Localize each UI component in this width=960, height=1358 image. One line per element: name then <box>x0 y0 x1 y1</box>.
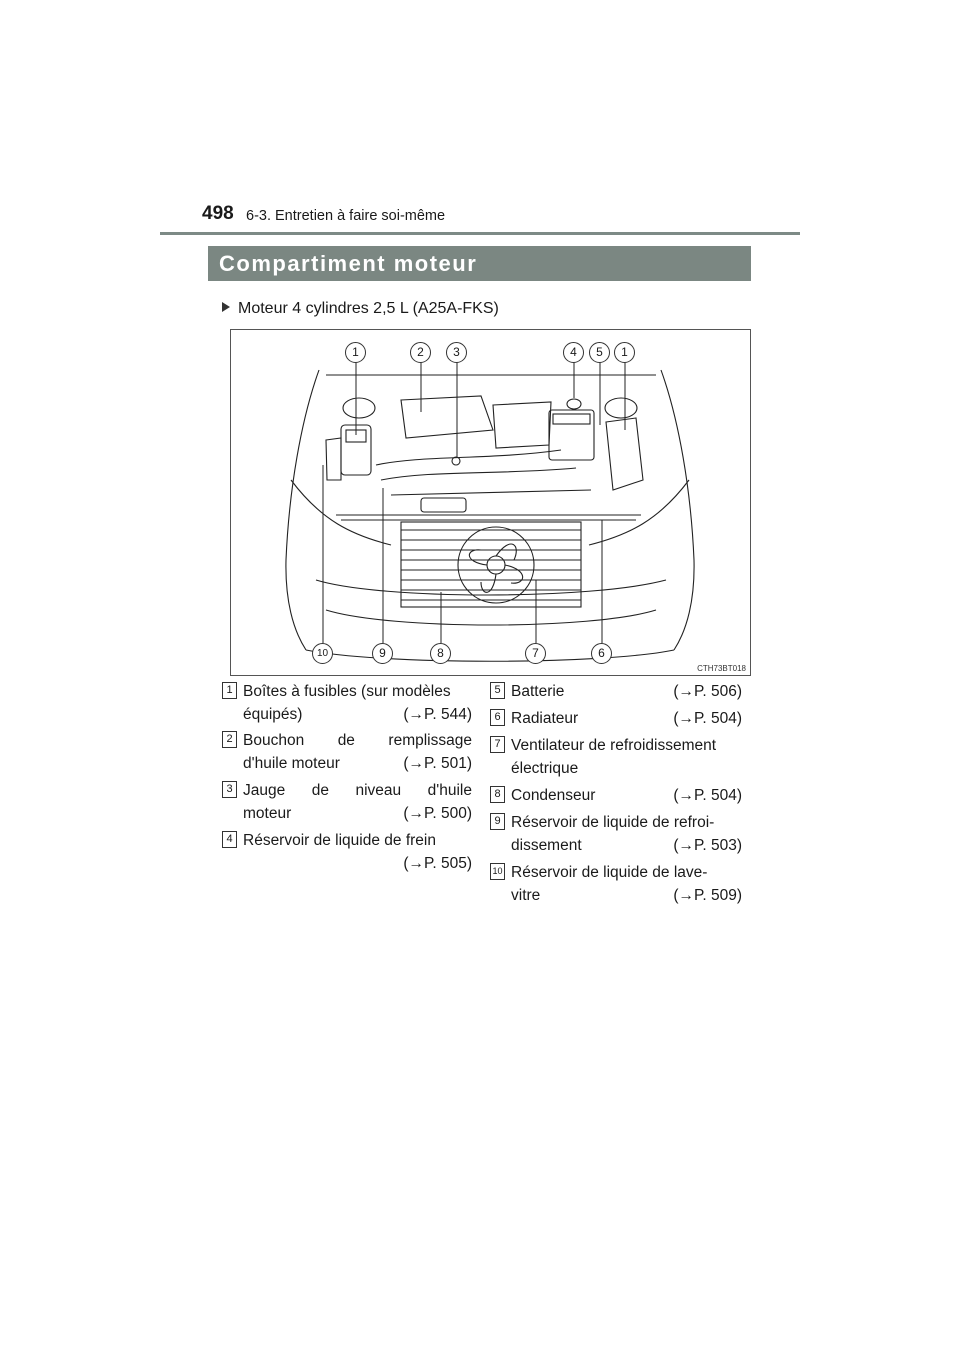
list-item-7 <box>490 734 742 780</box>
list-item-1 <box>222 680 472 726</box>
page-reference: (→P. 501) <box>403 755 472 772</box>
item-text: Réservoir de liquide de refroi- <box>511 814 715 831</box>
item-number-badge: 8 <box>490 786 505 803</box>
item-number-badge: 5 <box>490 682 505 699</box>
list-item-2 <box>222 729 472 775</box>
item-number-badge: 2 <box>222 731 237 748</box>
item-number-badge: 7 <box>490 736 505 753</box>
section-title: 6-3. Entretien à faire soi-même <box>246 208 446 224</box>
item-text: électrique <box>511 760 579 777</box>
list-item-9 <box>490 811 742 857</box>
list-item-4 <box>222 829 472 875</box>
item-text: d'huile moteur <box>243 755 340 772</box>
callout-bottom-7: 7 <box>525 643 546 664</box>
callout-top-5: 5 <box>589 342 610 363</box>
callout-top-1b: 1 <box>614 342 635 363</box>
item-text: remplissage <box>388 732 472 749</box>
item-text: Bouchon <box>243 732 305 749</box>
item-text: Réservoir de liquide de frein <box>243 832 436 849</box>
callout-bottom-6: 6 <box>591 643 612 664</box>
item-text: équipés) <box>243 706 303 723</box>
callout-top-3: 3 <box>446 342 467 363</box>
item-text: moteur <box>243 805 292 822</box>
subheading-text: Moteur 4 cylindres 2,5 L (A25A-FKS) <box>238 300 499 317</box>
item-text: de <box>337 732 355 749</box>
engine-figure <box>230 329 751 676</box>
item-text: de <box>311 782 329 799</box>
item-number-badge: 4 <box>222 831 237 848</box>
item-text: d'huile <box>427 782 472 799</box>
item-text: Radiateur <box>511 710 579 727</box>
chapter-title: Compartiment moteur <box>219 251 478 276</box>
header-rule <box>160 232 800 235</box>
item-number-badge: 9 <box>490 813 505 830</box>
page-reference: (→P. 509) <box>673 887 742 904</box>
item-text: Condenseur <box>511 787 596 804</box>
item-text: Jauge <box>243 782 286 799</box>
list-item-5 <box>490 680 742 703</box>
item-text: Boîtes à fusibles (sur modèles <box>243 683 451 700</box>
item-text: niveau <box>355 782 402 799</box>
item-text: Réservoir de liquide de lave- <box>511 864 708 881</box>
item-text: vitre <box>511 887 541 904</box>
triangle-bullet-icon <box>222 302 230 312</box>
list-item-6 <box>490 707 742 730</box>
chapter-title-bar <box>208 246 751 281</box>
callout-top-2: 2 <box>410 342 431 363</box>
page-reference: (→P. 504) <box>673 710 742 727</box>
item-number-badge: 6 <box>490 709 505 726</box>
item-text: dissement <box>511 837 582 854</box>
list-item-3 <box>222 779 472 825</box>
callout-bottom-8: 8 <box>430 643 451 664</box>
item-text: Ventilateur de refroidissement <box>511 737 717 754</box>
page-reference: (→P. 500) <box>403 805 472 822</box>
engine-illustration <box>231 330 750 675</box>
callout-top-1: 1 <box>345 342 366 363</box>
figure-code: CTH73BT018 <box>697 664 746 673</box>
callout-top-4: 4 <box>563 342 584 363</box>
item-number-badge: 1 <box>222 682 237 699</box>
page-number: 498 <box>202 203 234 224</box>
callout-bottom-9: 9 <box>372 643 393 664</box>
page-reference: (→P. 505) <box>403 855 472 872</box>
callout-bottom-10: 10 <box>312 643 333 664</box>
subheading <box>222 300 499 318</box>
page-reference: (→P. 506) <box>673 683 742 700</box>
item-text: Batterie <box>511 683 565 700</box>
page-reference: (→P. 504) <box>673 787 742 804</box>
item-number-badge: 10 <box>490 863 505 880</box>
item-number-badge: 3 <box>222 781 237 798</box>
page-reference: (→P. 544) <box>403 706 472 723</box>
list-item-10 <box>490 861 742 907</box>
list-item-8 <box>490 784 742 807</box>
page-reference: (→P. 503) <box>673 837 742 854</box>
